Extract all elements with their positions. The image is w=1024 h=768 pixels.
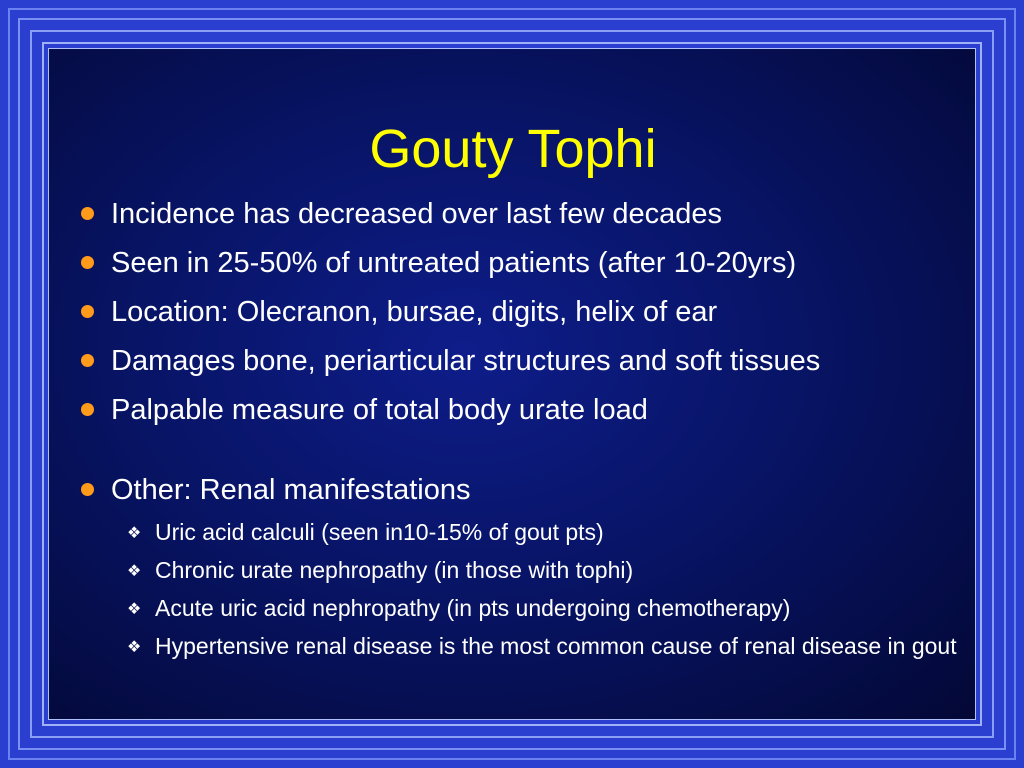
sub-bullet-text: Chronic urate nephropathy (in those with tophi) — [155, 557, 634, 583]
diamond-bullet-icon: ❖ — [127, 599, 142, 618]
bullet-text: Palpable measure of total body urate load — [111, 394, 648, 426]
bullet-dot-icon — [81, 305, 94, 318]
bullet-text: Seen in 25-50% of untreated patients (after 10-20yrs) — [111, 247, 797, 279]
bullet-item — [75, 344, 965, 378]
bullet-list — [75, 197, 965, 676]
diamond-bullet-icon: ❖ — [127, 561, 142, 580]
bullet-item-renal — [75, 473, 965, 661]
sub-bullet-list — [111, 517, 965, 661]
slide-title: Gouty Tophi — [369, 119, 657, 179]
bullet-dot-icon — [81, 207, 94, 220]
bullet-item — [75, 295, 965, 329]
sub-bullet-text: Uric acid calculi (seen in10-15% of gout pts) — [155, 519, 604, 545]
sub-bullet-text: Hypertensive renal disease is the most common cause of renal disease in gout — [155, 633, 957, 659]
bullet-dot-icon — [81, 256, 94, 269]
bullet-text: Incidence has decreased over last few decades — [111, 198, 722, 230]
bullet-dot-icon — [81, 403, 94, 416]
diamond-bullet-icon: ❖ — [127, 637, 142, 656]
bullet-text: Other: Renal manifestations — [111, 474, 471, 506]
sub-bullet-text: Acute uric acid nephropathy (in pts undergoing chemotherapy) — [155, 595, 791, 621]
diamond-bullet-icon: ❖ — [127, 523, 142, 542]
slide-content — [48, 48, 976, 720]
sub-bullet-item — [111, 631, 965, 661]
sub-bullet-item — [111, 593, 965, 623]
bullet-text: Damages bone, periarticular structures and soft tissues — [111, 345, 821, 377]
bullet-item — [75, 393, 965, 427]
bullet-dot-icon — [81, 354, 94, 367]
bullet-item — [75, 246, 965, 280]
sub-bullet-item — [111, 555, 965, 585]
bullet-text: Location: Olecranon, bursae, digits, helix of ear — [111, 296, 718, 328]
bullet-item — [75, 197, 965, 231]
bullet-dot-icon — [81, 483, 94, 496]
sub-bullet-item — [111, 517, 965, 547]
